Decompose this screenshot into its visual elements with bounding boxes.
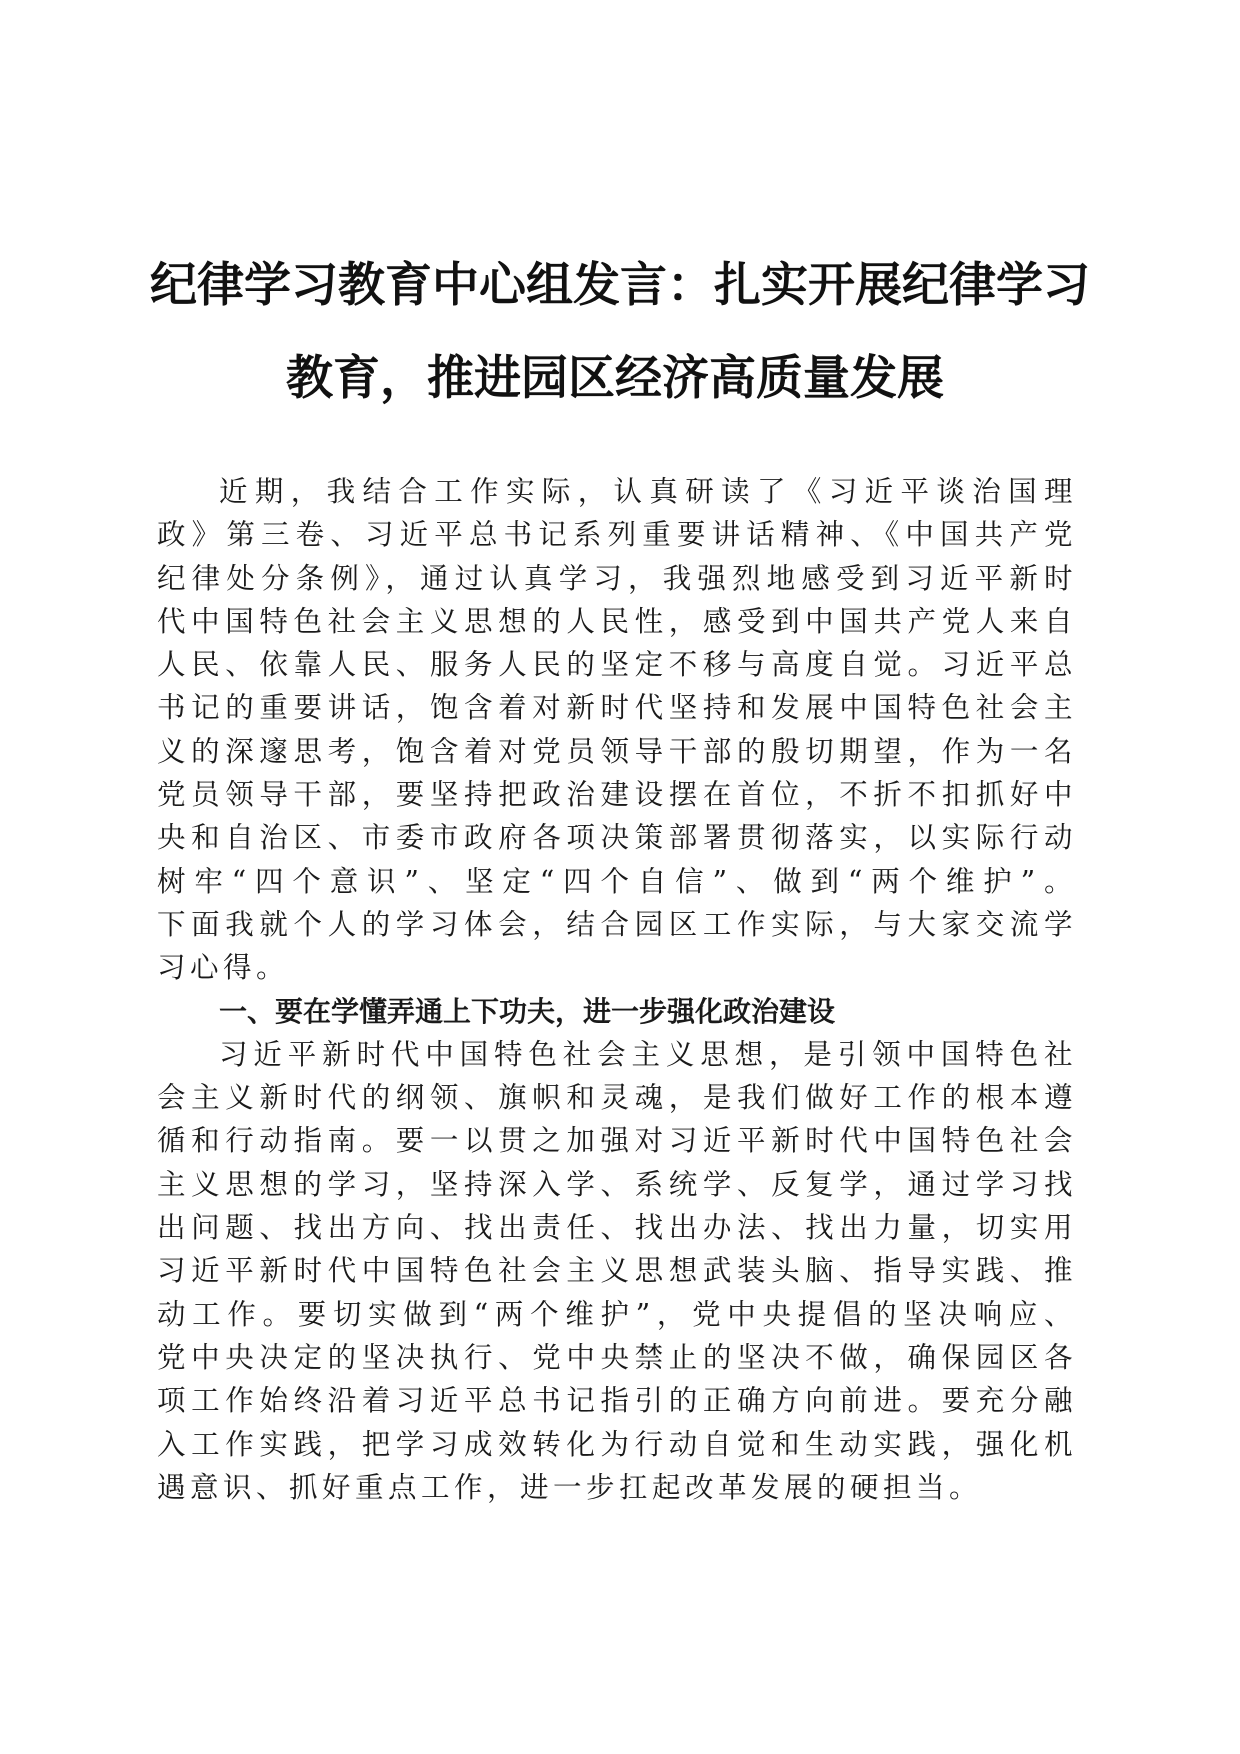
paragraph-line: 遇意识、抓好重点工作，进一步扛起改革发展的硬担当。	[157, 1470, 983, 1504]
paragraph-line: 树牢“四个意识”、坚定“四个自信”、做到“两个维护”。	[157, 864, 1073, 898]
paragraph-line: 近期，我结合工作实际，认真研读了《习近平谈治国理	[219, 475, 1073, 508]
paragraph-line: 纪律处分条例》，通过认真学习，我强烈地感受到习近平新时	[157, 561, 1073, 595]
paragraph-line: 党中央决定的坚决执行、党中央禁止的坚决不做，确保园区各	[157, 1340, 1073, 1374]
paragraph-line: 代中国特色社会主义思想的人民性，感受到中国共产党人来自	[157, 604, 1073, 638]
paragraph-line: 出问题、找出方向、找出责任、找出办法、找出力量，切实用	[157, 1211, 1073, 1245]
paragraph-intro	[157, 470, 1073, 990]
paragraph-line: 书记的重要讲话，饱含着对新时代坚持和发展中国特色社会主	[157, 691, 1073, 725]
paragraph-line: 习心得。	[157, 951, 290, 985]
paragraph-line: 央和自治区、市委市政府各项决策部署贯彻落实，以实际行动	[157, 821, 1073, 855]
paragraph-line: 动工作。要切实做到“两个维护”，党中央提倡的坚决响应、	[157, 1297, 1073, 1331]
paragraph-line: 习近平新时代中国特色社会主义思想武装头脑、指导实践、推	[157, 1254, 1073, 1288]
paragraph-line: 人民、依靠人民、服务人民的坚定不移与高度自觉。习近平总	[157, 648, 1073, 682]
paragraph-line: 义的深邃思考，饱含着对党员领导干部的殷切期望，作为一名	[157, 734, 1073, 768]
paragraph-section-1	[157, 1033, 1073, 1509]
paragraph-line: 政》第三卷、习近平总书记系列重要讲话精神、《中国共产党	[157, 518, 1073, 552]
paragraph-line: 循和行动指南。要一以贯之加强对习近平新时代中国特色社会	[157, 1124, 1073, 1158]
document-title-line-2: 教育，推进园区经济高质量发展	[286, 351, 944, 406]
paragraph-line: 项工作始终沿着习近平总书记指引的正确方向前进。要充分融	[157, 1384, 1073, 1418]
paragraph-line: 入工作实践，把学习成效转化为行动自觉和生动实践，强化机	[157, 1427, 1073, 1461]
document-title-line-1: 纪律学习教育中心组发言：扎实开展纪律学习	[150, 258, 1090, 313]
paragraph-line: 党员领导干部，要坚持把政治建设摆在首位，不折不扣抓好中	[157, 778, 1073, 812]
section-heading: 一、要在学懂弄通上下功夫，进一步强化政治建设	[219, 994, 836, 1028]
paragraph-line: 习近平新时代中国特色社会主义思想，是引领中国特色社	[219, 1037, 1073, 1071]
paragraph-line: 主义思想的学习，坚持深入学、系统学、反复学，通过学习找	[157, 1167, 1073, 1201]
paragraph-line: 会主义新时代的纲领、旗帜和灵魂，是我们做好工作的根本遵	[157, 1081, 1073, 1115]
paragraph-line: 下面我就个人的学习体会，结合园区工作实际，与大家交流学	[157, 907, 1073, 941]
document-body	[157, 470, 1073, 1509]
